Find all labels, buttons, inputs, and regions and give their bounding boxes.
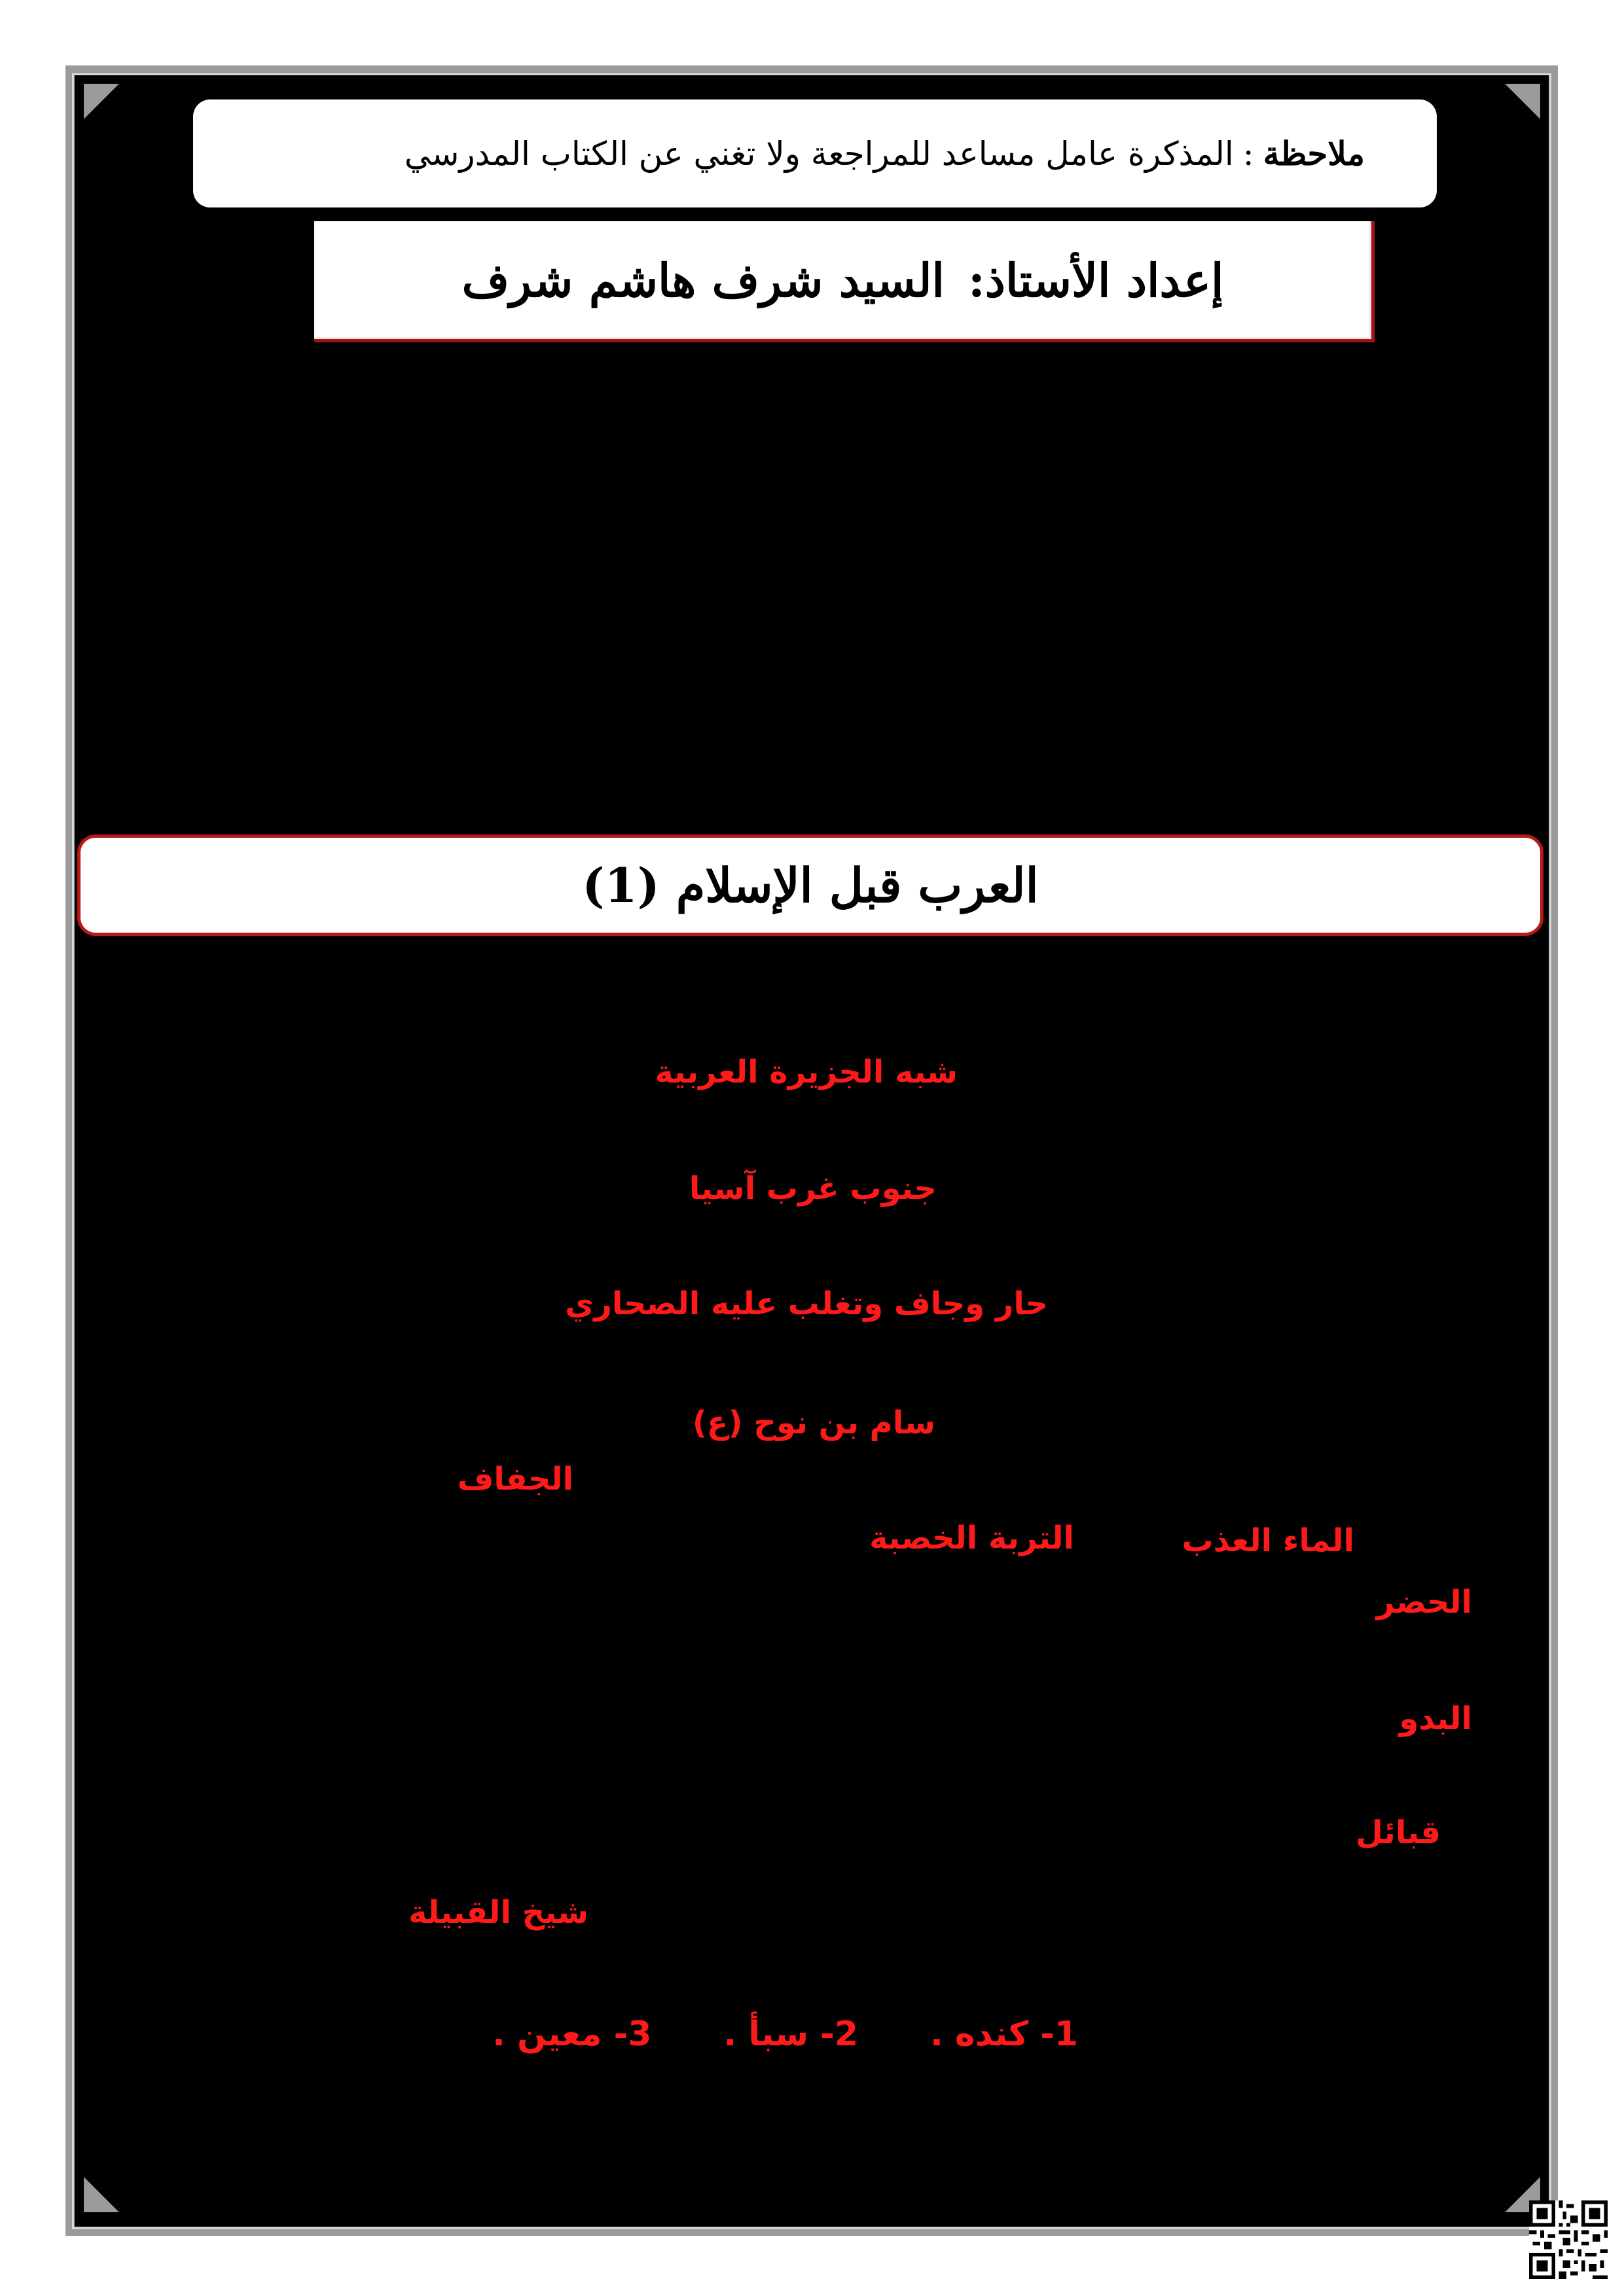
corner-ornament-top-left (84, 84, 119, 119)
author-box (314, 221, 1375, 342)
answer-urban: الحضر (1376, 1584, 1472, 1621)
author-name: السيد شرف هاشم شرف (461, 253, 945, 308)
answer-climate: حار وجاف وتغلب عليه الصحاري (565, 1285, 1048, 1322)
qr-code-icon (1529, 2200, 1608, 2279)
lesson-title: العرب قبل الإسلام (1) (582, 857, 1039, 913)
answer-fertile-soil: التربة الخصبة (869, 1520, 1074, 1556)
answer-tribe-chief: شيخ القبيلة (408, 1894, 588, 1931)
review-note-box (193, 99, 1437, 207)
answer-bedouins: البدو (1399, 1700, 1472, 1737)
kingdoms-list (492, 2015, 1078, 2054)
answer-dryness: الجفاف (457, 1461, 573, 1498)
answer-tribes: قبائل (1356, 1814, 1441, 1851)
note-separator: : (1242, 134, 1254, 173)
answer-peninsula: شبه الجزيرة العربية (655, 1054, 958, 1090)
corner-ornament-bottom-left (84, 2177, 119, 2212)
answer-location: جنوب غرب آسيا (689, 1170, 937, 1207)
kingdom-item: 2- سبأ . (723, 2015, 859, 2054)
answer-ancestor: سام بن نوح (ع) (692, 1405, 935, 1441)
answer-fresh-water: الماء العذب (1182, 1522, 1354, 1559)
lesson-title-box (77, 834, 1543, 936)
corner-ornament-top-right (1505, 84, 1540, 119)
kingdom-item: 3- معين . (492, 2015, 652, 2054)
note-label: ملاحظة (1263, 134, 1365, 173)
page-border-frame (65, 65, 1558, 2236)
author-label: إعداد الأستاذ: (967, 253, 1224, 308)
note-text: المذكرة عامل مساعد للمراجعة ولا تغني عن الكتاب المدرسي (404, 134, 1234, 173)
kingdom-item: 1- كنده . (930, 2015, 1078, 2054)
